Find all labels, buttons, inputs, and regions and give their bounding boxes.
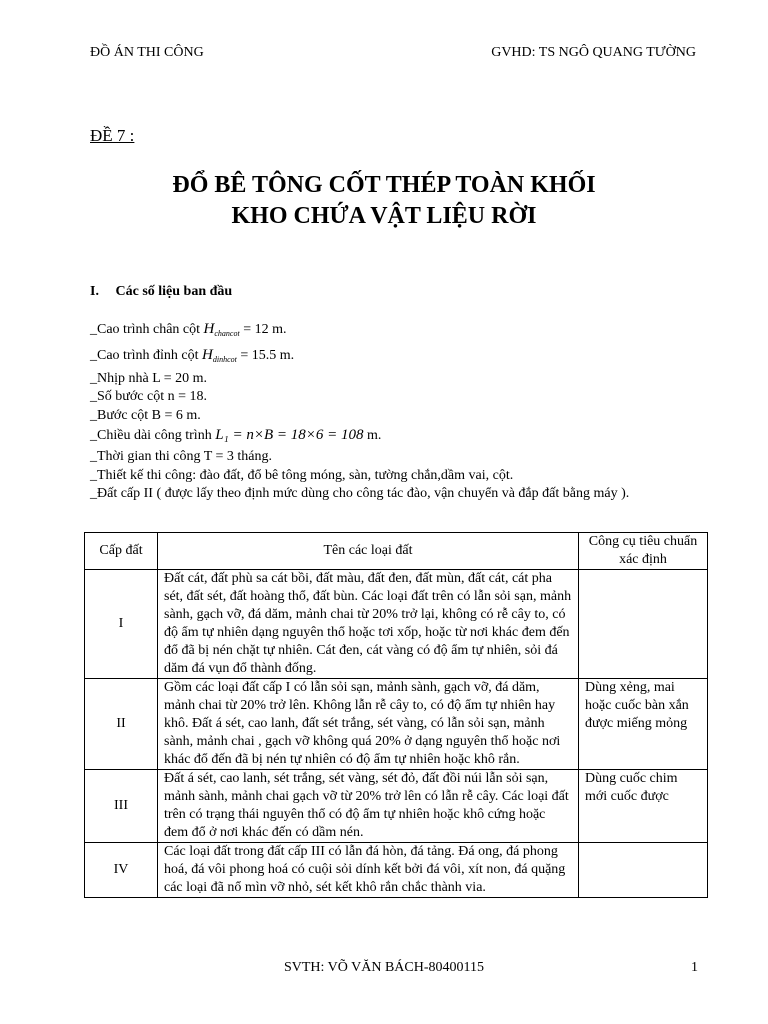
header-grade: Cấp đất [85,533,158,570]
section-title: Các số liệu ban đầu [115,284,233,299]
table-row [85,843,708,898]
table-row [85,679,708,770]
header-tool: Công cụ tiêu chuẩn xác định [579,533,708,570]
cell-tool: Dùng cuốc chim mới cuốc được [579,770,708,843]
initial-parameters [90,320,629,504]
cell-tool: Dùng xẻng, mai hoặc cuốc bàn xắn được miếng mỏng [579,679,708,770]
cell-grade: II [85,679,158,770]
table-row [85,770,708,843]
cell-description: Đất á sét, cao lanh, sét trắng, sét vàng, sét đỏ, đất đồi núi lẫn sỏi sạn, mảnh sành, mảnh chai gạch vỡ từ 20% trở lên có lẫn rễ cây. Các loại đất trên có trạng thái nguyên thổ có độ ẩm tự nhiên hoặc khô cứng hoặc đem đổ ở nơi khác đến có dầm nén. [158,770,579,843]
footer-student: SVTH: VÕ VĂN BÁCH-80400115 [283,960,485,975]
header-right: GVHD: TS NGÔ QUANG TƯỜNG [491,45,696,60]
cell-tool [579,570,708,679]
param-construction-design: _Thiết kế thi công: đào đất, đổ bê tông móng, sàn, tường chắn,dầm vai, cột. [90,467,514,483]
title-line-1: ĐỔ BÊ TÔNG CỐT THÉP TOÀN KHỐI [172,172,596,198]
header-left: ĐỒ ÁN THI CÔNG [90,45,204,60]
section-heading [90,284,232,300]
title-line-2: KHO CHỨA VẬT LIỆU RỜI [231,203,537,229]
param-construction-time: _Thời gian thi công T = 3 tháng. [90,448,272,464]
section-number: I. [90,284,99,299]
table-row [85,570,708,679]
param-column-base-elevation: _Cao trình chân cột $H_{chancot} = 12$ m. [90,321,287,338]
page-number: 1 [691,960,698,975]
param-column-step: _Bước cột B = 6 m. [90,408,201,424]
param-building-length: _Chiều dài công trình L₁ = n×B = 18×6 = 108 m. [90,426,382,443]
cell-grade: IV [85,843,158,898]
assignment-label: ĐỀ 7 : [90,126,135,145]
param-column-top-elevation: _Cao trình đỉnh cột $H_{dinhcot} = 15.5$ m. [90,346,295,364]
param-soil-grade: _Đất cấp II ( được lấy theo định mức dùng cho công tác đào, vận chuyển và đắp đất bằng máy ). [90,486,630,502]
param-span: _Nhịp nhà L = 20 m. [90,370,208,386]
header-soil-types: Tên các loại đất [158,533,579,570]
param-column-step-count: _Số bước cột n = 18. [90,389,207,405]
cell-tool [579,843,708,898]
cell-description: Các loại đất trong đất cấp III có lẫn đá hòn, đá tảng. Đá ong, đá phong hoá, đá vôi phong hoá có cuội sỏi dính kết bởi đá vôi, xít non, đá quặng các loại đã nổ mìn vỡ nhỏ, sét kết khô rắn chắc thành via. [158,843,579,898]
cell-description: Gồm các loại đất cấp I có lẫn sỏi sạn, mảnh sành, gạch vỡ, đá dăm, mảnh chai từ 20% trở lên. Không lẫn rễ cây to, có độ ẩm tự nhiên hay khô. Đất á sét, cao lanh, đất sét trắng, sét vàng, có lẫn sỏi sạn, mảnh sành, mảnh chai , gạch vỡ không quá 20% ở dạng nguyên thổ hoặc nơi khác đổ đến đã bị nén tự nhiên có độ ẩm tự nhiên hoặc khô rắn. [158,679,579,770]
soil-grade-table [84,532,708,898]
cell-description: Đất cát, đất phù sa cát bồi, đất màu, đất đen, đất mùn, đất cát, cát pha sét, đất sét, đất hoàng thổ, đất bùn. Các loại đất trên có lẫn sỏi sạn, mảnh sành, gạch vỡ, đá dăm, mảnh chai từ 20% trở lại, không có rễ cây to, có độ ẩm tự nhiên dạng nguyên thổ hoặc tơi xốp, hoặc từ nơi khác đem đến đổ đã bị nén chặt tự nhiên. Cát đen, cát vàng có độ ẩm tự nhiên, sỏi đá dăm đá vụn đổ thành đống. [158,570,579,679]
cell-grade: I [85,570,158,679]
table-header-row [85,533,708,570]
cell-grade: III [85,770,158,843]
